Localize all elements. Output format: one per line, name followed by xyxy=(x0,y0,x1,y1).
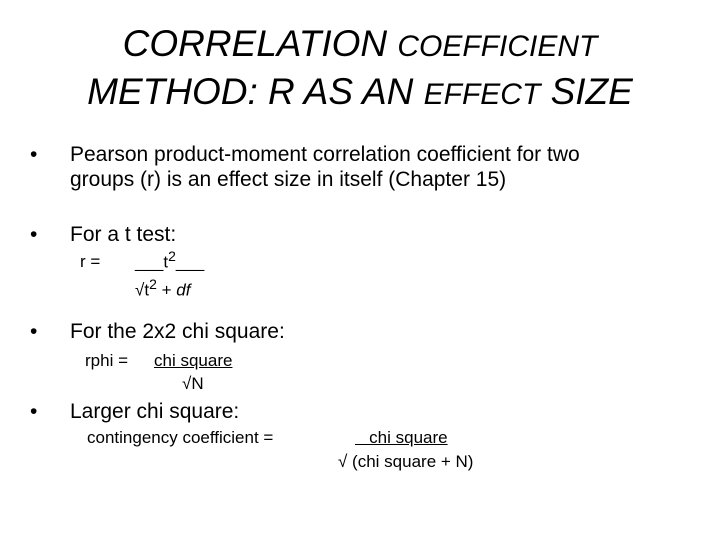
formula-t-numerator xyxy=(135,246,204,273)
slide-title-line-1 xyxy=(0,22,720,69)
bullet-larger-label: Larger chi square: xyxy=(70,400,240,423)
bullet-t-test xyxy=(30,223,176,247)
formula-t-denominator xyxy=(135,274,190,301)
title-word-size: SIZE xyxy=(540,71,633,112)
formula-contingency-lhs: contingency coefficient = xyxy=(87,428,274,447)
formula-t-num-sup: 2 xyxy=(168,248,176,264)
bullet-dot-icon: • xyxy=(30,320,38,343)
formula-t-den-mid: + xyxy=(156,280,177,300)
formula-t-num-pre: ___t xyxy=(135,252,169,272)
formula-phi-lhs: rphi = xyxy=(85,351,128,370)
bullet-2x2-chi-square xyxy=(30,320,285,344)
formula-contingency-denominator: √ (chi square + N) xyxy=(338,452,474,471)
bullet-dot-icon: • xyxy=(30,143,38,166)
formula-t-den-df: df xyxy=(176,280,191,300)
formula-contingency-numerator: chi square xyxy=(355,428,448,447)
formula-t-den-sup: 2 xyxy=(149,276,157,292)
title-words-method: METHOD: R AS AN xyxy=(87,71,424,112)
formula-t-den-root: √t xyxy=(135,280,150,300)
title-word-coefficient: COEFFICIENT xyxy=(397,30,598,63)
bullet-dot-icon: • xyxy=(30,400,38,423)
formula-t-lhs: r = xyxy=(80,252,101,271)
title-word-correlation: CORRELATION xyxy=(122,23,398,64)
bullet-pearson xyxy=(30,143,580,167)
bullet-pearson-line-2: groups (r) is an effect size in itself (Chapter 15) xyxy=(70,168,507,191)
slide-title-line-2 xyxy=(0,70,720,117)
bullet-dot-icon: • xyxy=(30,223,38,246)
formula-phi-numerator: chi square xyxy=(154,351,233,370)
bullet-pearson-line-1: Pearson product-moment correlation coefficient for two xyxy=(70,143,580,166)
formula-phi-denominator: √N xyxy=(182,374,204,393)
bullet-2x2-label: For the 2x2 chi square: xyxy=(70,320,285,343)
bullet-larger-chi-square xyxy=(30,400,239,424)
formula-t-num-post: ___ xyxy=(175,252,205,272)
title-word-effect: EFFECT xyxy=(423,78,541,111)
bullet-t-test-label: For a t test: xyxy=(70,223,177,246)
